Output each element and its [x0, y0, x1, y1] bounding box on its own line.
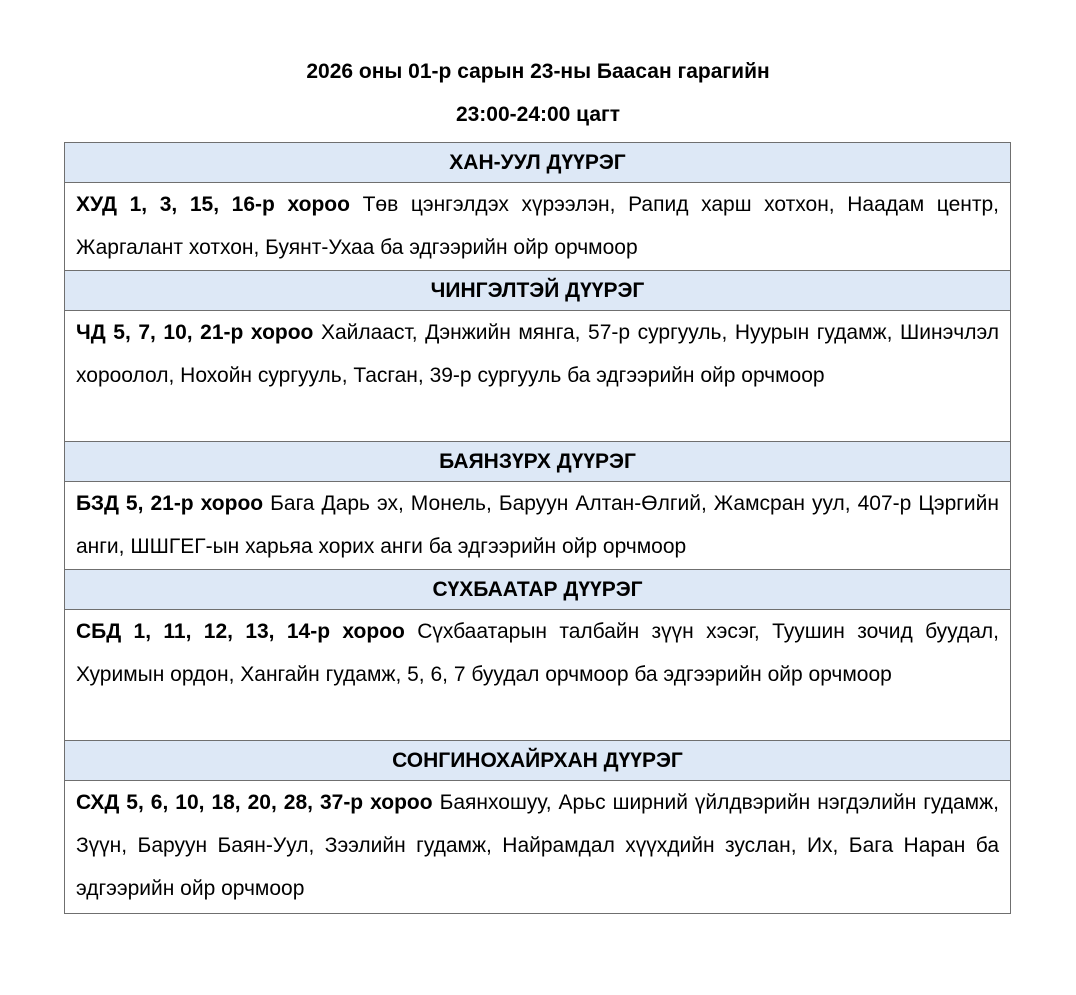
district-header-row [65, 570, 1011, 610]
district-area-row [65, 311, 1011, 442]
district-areas: Төв цэнгэлдэх хүрээлэн, Рапид харш хотхон, Наадам центр, Жаргалант хотхон, Буянт-Ухаа ба эдгээрийн ойр орчмоор [76, 193, 999, 259]
district-area-row [65, 482, 1011, 570]
district-name: СҮХБААТАР ДҮҮРЭГ [65, 570, 1011, 610]
district-name: ХАН-УУЛ ДҮҮРЭГ [65, 143, 1011, 183]
district-code: ЧД 5, 7, 10, 21-р хороо [76, 321, 314, 344]
district-areas: Бага Дарь эх, Монель, Баруун Алтан-Өлгий, Жамсран уул, 407-р Цэргийн анги, ШШГЕГ-ын харьяа хорих анги ба эдгээрийн ойр орчмоор [76, 492, 999, 558]
district-header-row [65, 271, 1011, 311]
district-areas: Баянхошуу, Арьс ширний үйлдвэрийн нэгдэлийн гудамж, Зүүн, Баруун Баян-Уул, Зээлийн гудамж, Найрамдал хүүхдийн зуслан, Их, Бага Наран ба эдгээрийн ойр орчмоор [76, 791, 999, 900]
district-area-row [65, 610, 1011, 741]
district-areas-cell [65, 610, 1011, 741]
district-areas-cell [65, 781, 1011, 914]
district-header-row [65, 741, 1011, 781]
district-header-row [65, 442, 1011, 482]
district-areas-cell [65, 183, 1011, 271]
district-areas-cell [65, 311, 1011, 442]
district-code: БЗД 5, 21-р хороо [76, 492, 264, 515]
district-area-row [65, 183, 1011, 271]
district-code: СХД 5, 6, 10, 18, 20, 28, 37-р хороо [76, 791, 433, 814]
document-title-date: 2026 оны 01-р сарын 23-ны Баасан гарагийн [306, 60, 770, 83]
district-area-row [65, 781, 1011, 914]
district-schedule-table [64, 142, 1011, 914]
district-code: СБД 1, 11, 12, 13, 14-р хороо [76, 620, 405, 643]
district-name: БАЯНЗҮРХ ДҮҮРЭГ [65, 442, 1011, 482]
district-areas: Хайлааст, Дэнжийн мянга, 57-р сургууль, Нуурын гудамж, Шинэчлэл хороолол, Нохойн сургууль, Тасган, 39-р сургууль ба эдгээрийн ойр орчмоор [76, 321, 999, 387]
document-title-time: 23:00-24:00 цагт [455, 103, 621, 126]
district-areas: Сүхбаатарын талбайн зүүн хэсэг, Туушин зочид буудал, Хуримын ордон, Хангайн гудамж, 5, 6, 7 буудал орчмоор ба эдгээрийн ойр орчмоор [76, 620, 999, 686]
district-name: СОНГИНОХАЙРХАН ДҮҮРЭГ [65, 741, 1011, 781]
district-code: ХУД 1, 3, 15, 16-р хороо [76, 193, 350, 216]
district-name: ЧИНГЭЛТЭЙ ДҮҮРЭГ [65, 271, 1011, 311]
district-header-row [65, 143, 1011, 183]
district-areas-cell [65, 482, 1011, 570]
